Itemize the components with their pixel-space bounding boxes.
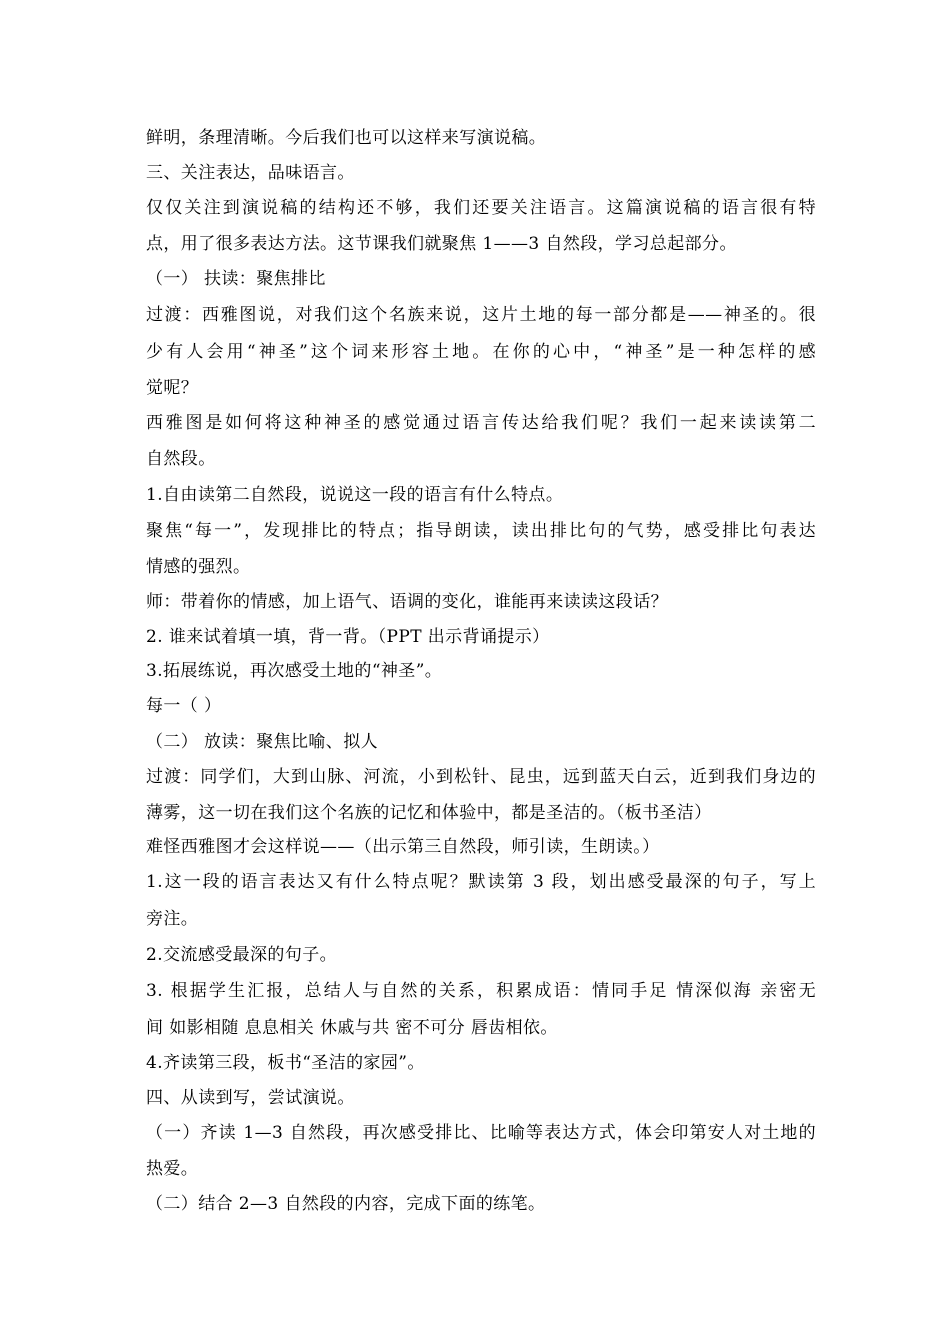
- text-line: 4.齐读第三段，板书“圣洁的家园”。: [146, 1053, 425, 1073]
- text-line: 仅仅关注到演说稿的结构还不够，我们还要关注语言。这篇演说稿的语言很有特: [146, 198, 816, 218]
- text-line: 少有人会用“神圣”这个词来形容土地。在你的心中，“神圣”是一种怎样的感: [146, 342, 816, 362]
- text-line: 旁注。: [146, 909, 199, 929]
- text-line: 过渡：西雅图说，对我们这个名族来说，这片土地的每一部分都是——神圣的。很: [146, 305, 816, 325]
- text-line: 2. 谁来试着填一填，背一背。（PPT 出示背诵提示）: [146, 627, 550, 647]
- text-line: 过渡：同学们，大到山脉、河流，小到松针、昆虫，远到蓝天白云，近到我们身边的: [146, 767, 816, 787]
- text-line: 聚焦“每一”，发现排比的特点；指导朗读，读出排比句的气势，感受排比句表达: [146, 521, 816, 541]
- text-line: 自然段。: [146, 449, 216, 469]
- text-line: 2.交流感受最深的句子。: [146, 945, 338, 965]
- text-line: 热爱。: [146, 1159, 199, 1179]
- text-line: 师：带着你的情感，加上语气、语调的变化，谁能再来读读这段话？: [146, 592, 668, 612]
- subsection-heading: （二） 放读：聚焦比喻、拟人: [146, 732, 379, 752]
- text-line: 3. 根据学生汇报，总结人与自然的关系，积累成语：情同手足 情深似海 亲密无: [146, 981, 816, 1001]
- text-line: 间 如影相随 息息相关 休戚与共 密不可分 唇齿相依。: [146, 1018, 558, 1038]
- text-line: 难怪西雅图才会这样说——（出示第三自然段，师引读，生朗读。）: [146, 837, 660, 857]
- text-line: 薄雾，这一切在我们这个名族的记忆和体验中，都是圣洁的。（板书圣洁）: [146, 803, 712, 823]
- subsection-heading: （一） 扶读：聚焦排比: [146, 269, 326, 289]
- text-line: 点，用了很多表达方法。这节课我们就聚焦 1——3 自然段，学习总起部分。: [146, 234, 737, 254]
- section-heading: 四、从读到写，尝试演说。: [146, 1088, 355, 1108]
- text-line: 1.自由读第二自然段，说说这一段的语言有什么特点。: [146, 485, 564, 505]
- text-line: （二）结合 2—3 自然段的内容，完成下面的练笔。: [146, 1194, 546, 1214]
- text-line: 每一（ ）: [146, 696, 222, 716]
- text-line: 1.这一段的语言表达又有什么特点呢？默读第 3 段，划出感受最深的句子，写上: [146, 872, 816, 892]
- text-line: 西雅图是如何将这种神圣的感觉通过语言传达给我们呢？我们一起来读读第二: [146, 413, 816, 433]
- text-line: 3.拓展练说，再次感受土地的“神圣”。: [146, 661, 443, 681]
- text-line: 鲜明，条理清晰。今后我们也可以这样来写演说稿。: [146, 128, 547, 148]
- section-heading: 三、关注表达，品味语言。: [146, 163, 355, 183]
- text-line: 情感的强烈。: [146, 557, 251, 577]
- text-line: 觉呢？: [146, 378, 199, 398]
- text-line: （一）齐读 1—3 自然段，再次感受排比、比喻等表达方式，体会印第安人对土地的: [146, 1123, 816, 1143]
